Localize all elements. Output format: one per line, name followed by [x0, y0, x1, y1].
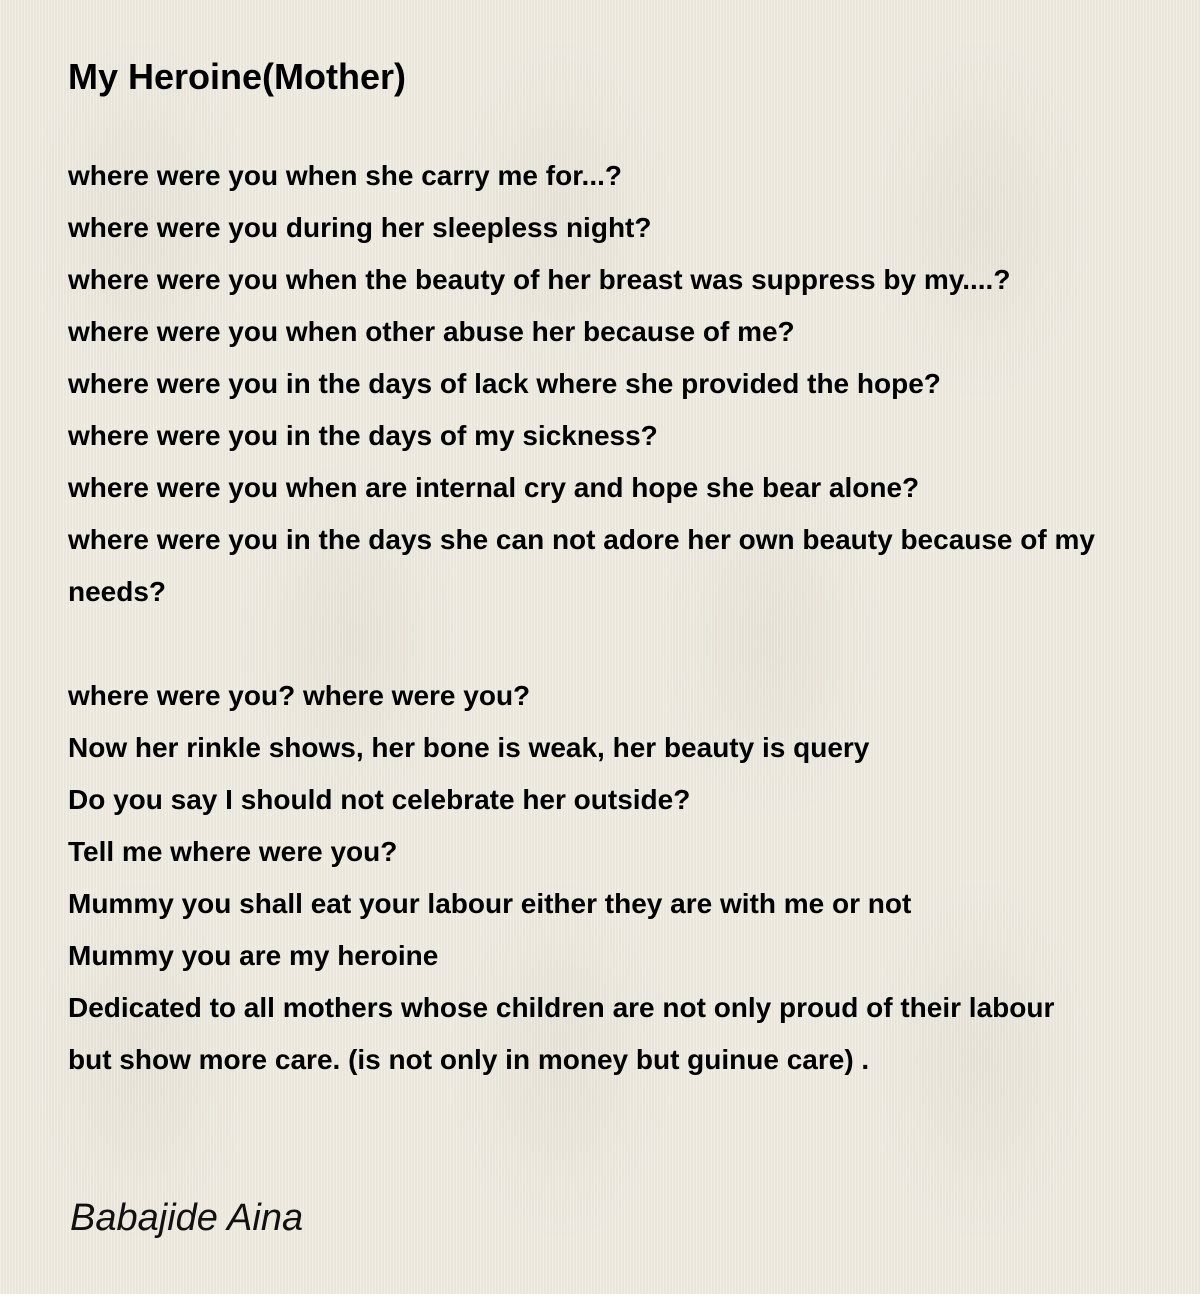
- poem-line: where were you? where were you?: [68, 680, 531, 711]
- poem-page: [68, 48, 1178, 1138]
- poem-line: Tell me where were you?: [68, 836, 398, 867]
- poem-line: where were you in the days she can not adore her own beauty because of my needs?: [68, 524, 1095, 607]
- poem-line: where were you when are internal cry and hope she bear alone?: [68, 472, 920, 503]
- poem-line: Dedicated to all mothers whose children are not only proud of their labour but show more care. (is not only in money but guinue care) .: [68, 992, 1055, 1075]
- poem-line: Do you say I should not celebrate her outside?: [68, 784, 691, 815]
- poem-line: where were you when she carry me for...?: [68, 160, 622, 191]
- stanza-1: [68, 150, 1178, 618]
- poem-line: Mummy you shall eat your labour either they are with me or not: [68, 888, 912, 919]
- poem-line: where were you during her sleepless night?: [68, 212, 652, 243]
- poem-title: My Heroine(Mother): [68, 56, 407, 97]
- poem-line: Mummy you are my heroine: [68, 940, 439, 971]
- poem-body: [68, 150, 1178, 1086]
- poem-line: where were you when other abuse her because of me?: [68, 316, 795, 347]
- stanza-2: [68, 670, 1178, 1086]
- poem-line: where were you when the beauty of her breast was suppress by my....?: [68, 264, 1011, 295]
- poem-line: Now her rinkle shows, her bone is weak, her beauty is query: [68, 732, 870, 763]
- poem-line: where were you in the days of my sickness?: [68, 420, 658, 451]
- poem-line: where were you in the days of lack where she provided the hope?: [68, 368, 941, 399]
- poem-author: Babajide Aina: [70, 1197, 304, 1239]
